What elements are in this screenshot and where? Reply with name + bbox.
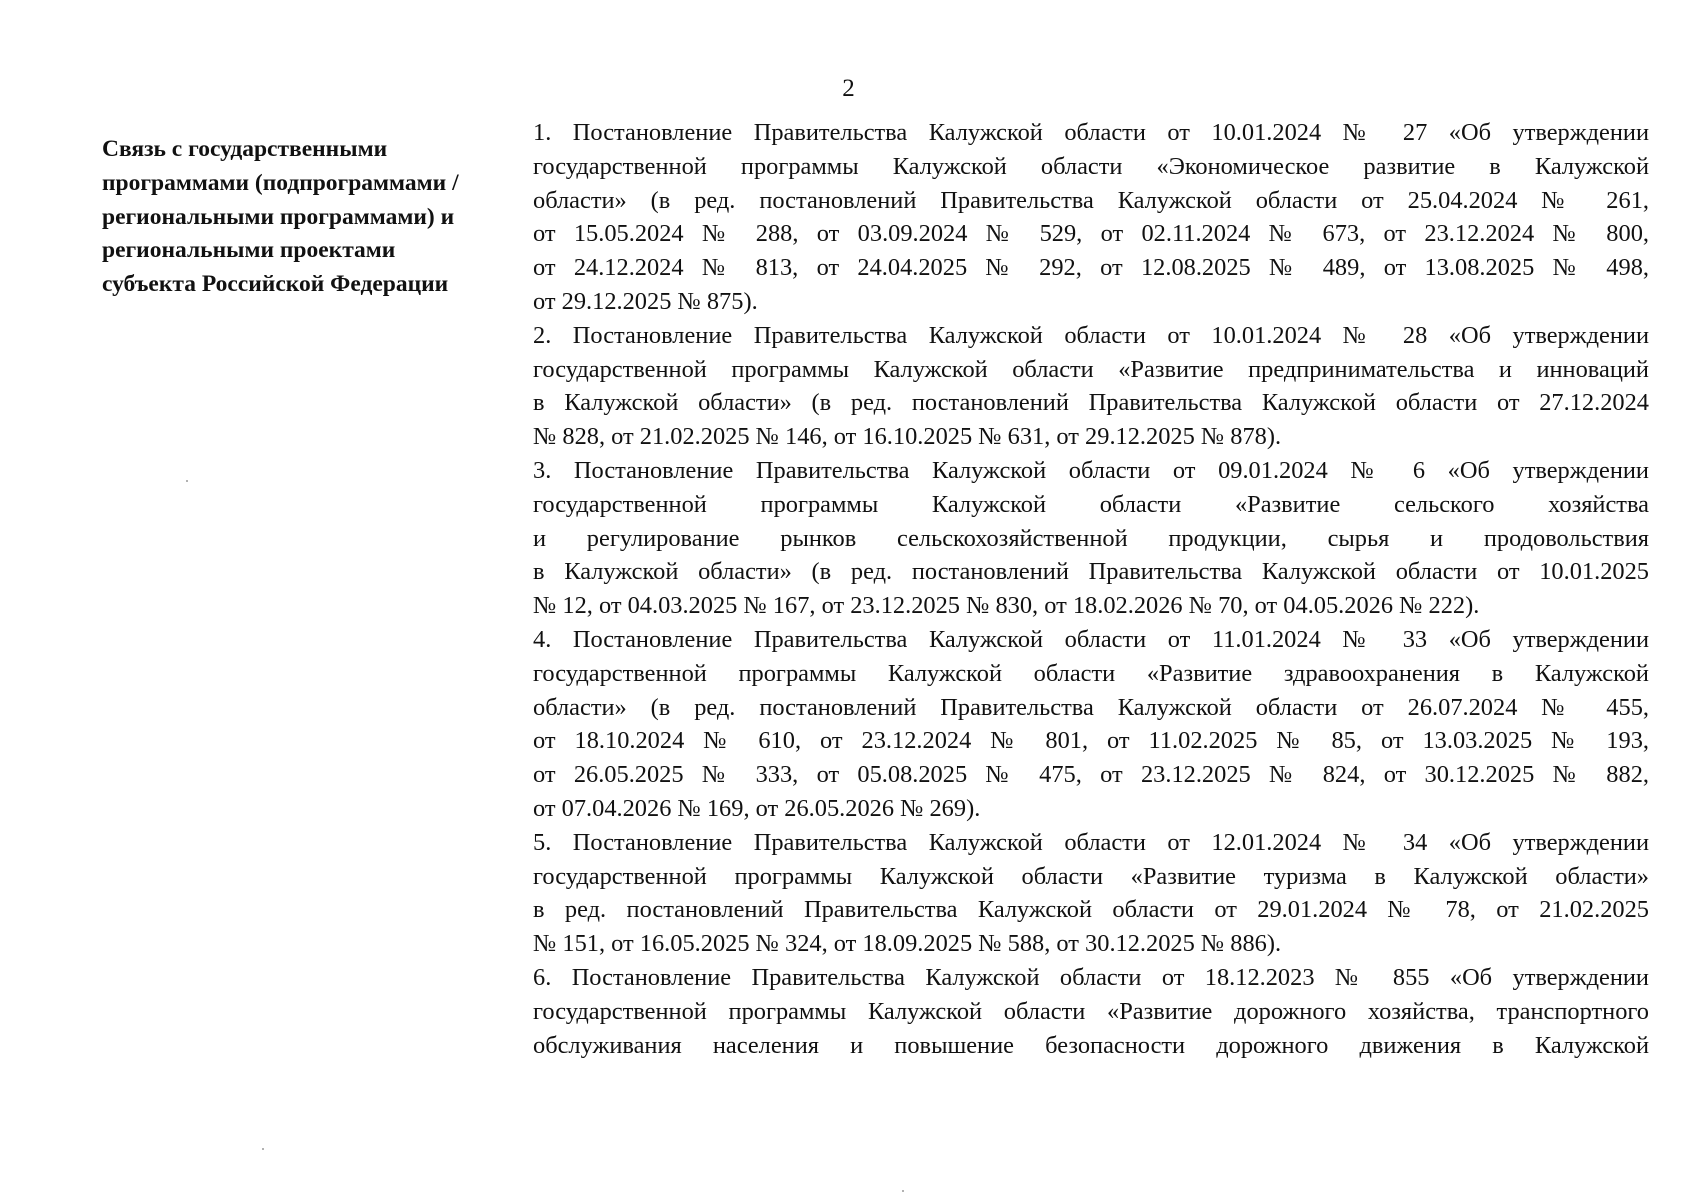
scan-speck [262, 1148, 264, 1150]
text-line: 2. Постановление Правительства Калужской области от 10.01.2024 № 28 «Об утверждении [533, 321, 1649, 349]
text-line: в Калужской области» (в ред. постановлений Правительства Калужской области от 10.01.2025 [533, 558, 1649, 586]
row-heading-line: субъекта Российской Федерации [102, 271, 449, 298]
text-line: в Калужской области» (в ред. постановлений Правительства Калужской области от 27.12.2024 [533, 389, 1649, 417]
text-line: 5. Постановление Правительства Калужской области от 12.01.2024 № 34 «Об утверждении [533, 828, 1649, 856]
text-line: от 07.04.2026 № 169, от 26.05.2026 № 269). [533, 794, 981, 822]
text-line: и регулирование рынков сельскохозяйственной продукции, сырья и продовольствия [533, 524, 1649, 552]
text-line: обслуживания населения и повышение безопасности дорожного движения в Калужской [533, 1031, 1649, 1059]
text-line: государственной программы Калужской области «Развитие предпринимательства и инноваций [533, 355, 1649, 383]
text-line: 6. Постановление Правительства Калужской области от 18.12.2023 № 855 «Об утверждении [533, 963, 1649, 991]
text-line: государственной программы Калужской области «Развитие туризма в Калужской области» [533, 862, 1649, 890]
text-line: от 24.12.2024 № 813, от 24.04.2025 № 292, от 12.08.2025 № 489, от 13.08.2025 № 498, [533, 254, 1649, 282]
text-line: государственной программы Калужской области «Развитие здравоохранения в Калужской [533, 659, 1649, 687]
programs-list [533, 116, 1649, 1062]
text-line: от 15.05.2024 № 288, от 03.09.2024 № 529, от 02.11.2024 № 673, от 23.12.2024 № 800, [533, 220, 1649, 248]
program-item-2 [533, 319, 1649, 454]
text-line: 3. Постановление Правительства Калужской области от 09.01.2024 № 6 «Об утверждении [533, 456, 1649, 484]
row-heading-line: Связь с государственными [102, 136, 388, 162]
program-item-5 [533, 826, 1649, 961]
page-number: 2 [842, 75, 855, 102]
text-line: государственной программы Калужской области «Экономическое развитие в Калужской [533, 152, 1649, 180]
row-heading-line: региональными программами) и [102, 203, 455, 230]
text-line: государственной программы Калужской области «Развитие дорожного хозяйства, транспортного [533, 997, 1649, 1025]
program-item-1 [533, 116, 1649, 319]
program-item-6 [533, 961, 1649, 1062]
row-heading-line: программами (подпрограммами / [102, 169, 459, 196]
text-line: области» (в ред. постановлений Правительства Калужской области от 26.07.2024 № 455, [533, 693, 1649, 721]
text-line: области» (в ред. постановлений Правительства Калужской области от 25.04.2024 № 261, [533, 186, 1649, 214]
text-line: от 29.12.2025 № 875). [533, 287, 758, 315]
row-heading [102, 133, 502, 302]
scan-speck [902, 1190, 904, 1192]
text-line: от 26.05.2025 № 333, от 05.08.2025 № 475, от 23.12.2025 № 824, от 30.12.2025 № 882, [533, 761, 1649, 789]
text-line: 1. Постановление Правительства Калужской области от 10.01.2024 № 27 «Об утверждении [533, 119, 1649, 146]
text-line: № 151, от 16.05.2025 № 324, от 18.09.2025 № 588, от 30.12.2025 № 886). [533, 930, 1282, 958]
text-line: в ред. постановлений Правительства Калужской области от 29.01.2024 № 78, от 21.02.2025 [533, 896, 1649, 924]
text-line: от 18.10.2024 № 610, от 23.12.2024 № 801, от 11.02.2025 № 85, от 13.03.2025 № 193, [533, 727, 1649, 755]
text-line: государственной программы Калужской области «Развитие сельского хозяйства [533, 490, 1649, 518]
row-heading-line: региональными проектами [102, 237, 396, 264]
program-item-4 [533, 623, 1649, 826]
text-line: 4. Постановление Правительства Калужской области от 11.01.2024 № 33 «Об утверждении [533, 625, 1649, 653]
text-line: № 12, от 04.03.2025 № 167, от 23.12.2025 № 830, от 18.02.2026 № 70, от 04.05.2026 № 222). [533, 592, 1480, 620]
scan-speck [186, 480, 188, 482]
program-item-3 [533, 454, 1649, 623]
text-line: № 828, от 21.02.2025 № 146, от 16.10.2025 № 631, от 29.12.2025 № 878). [533, 423, 1282, 451]
